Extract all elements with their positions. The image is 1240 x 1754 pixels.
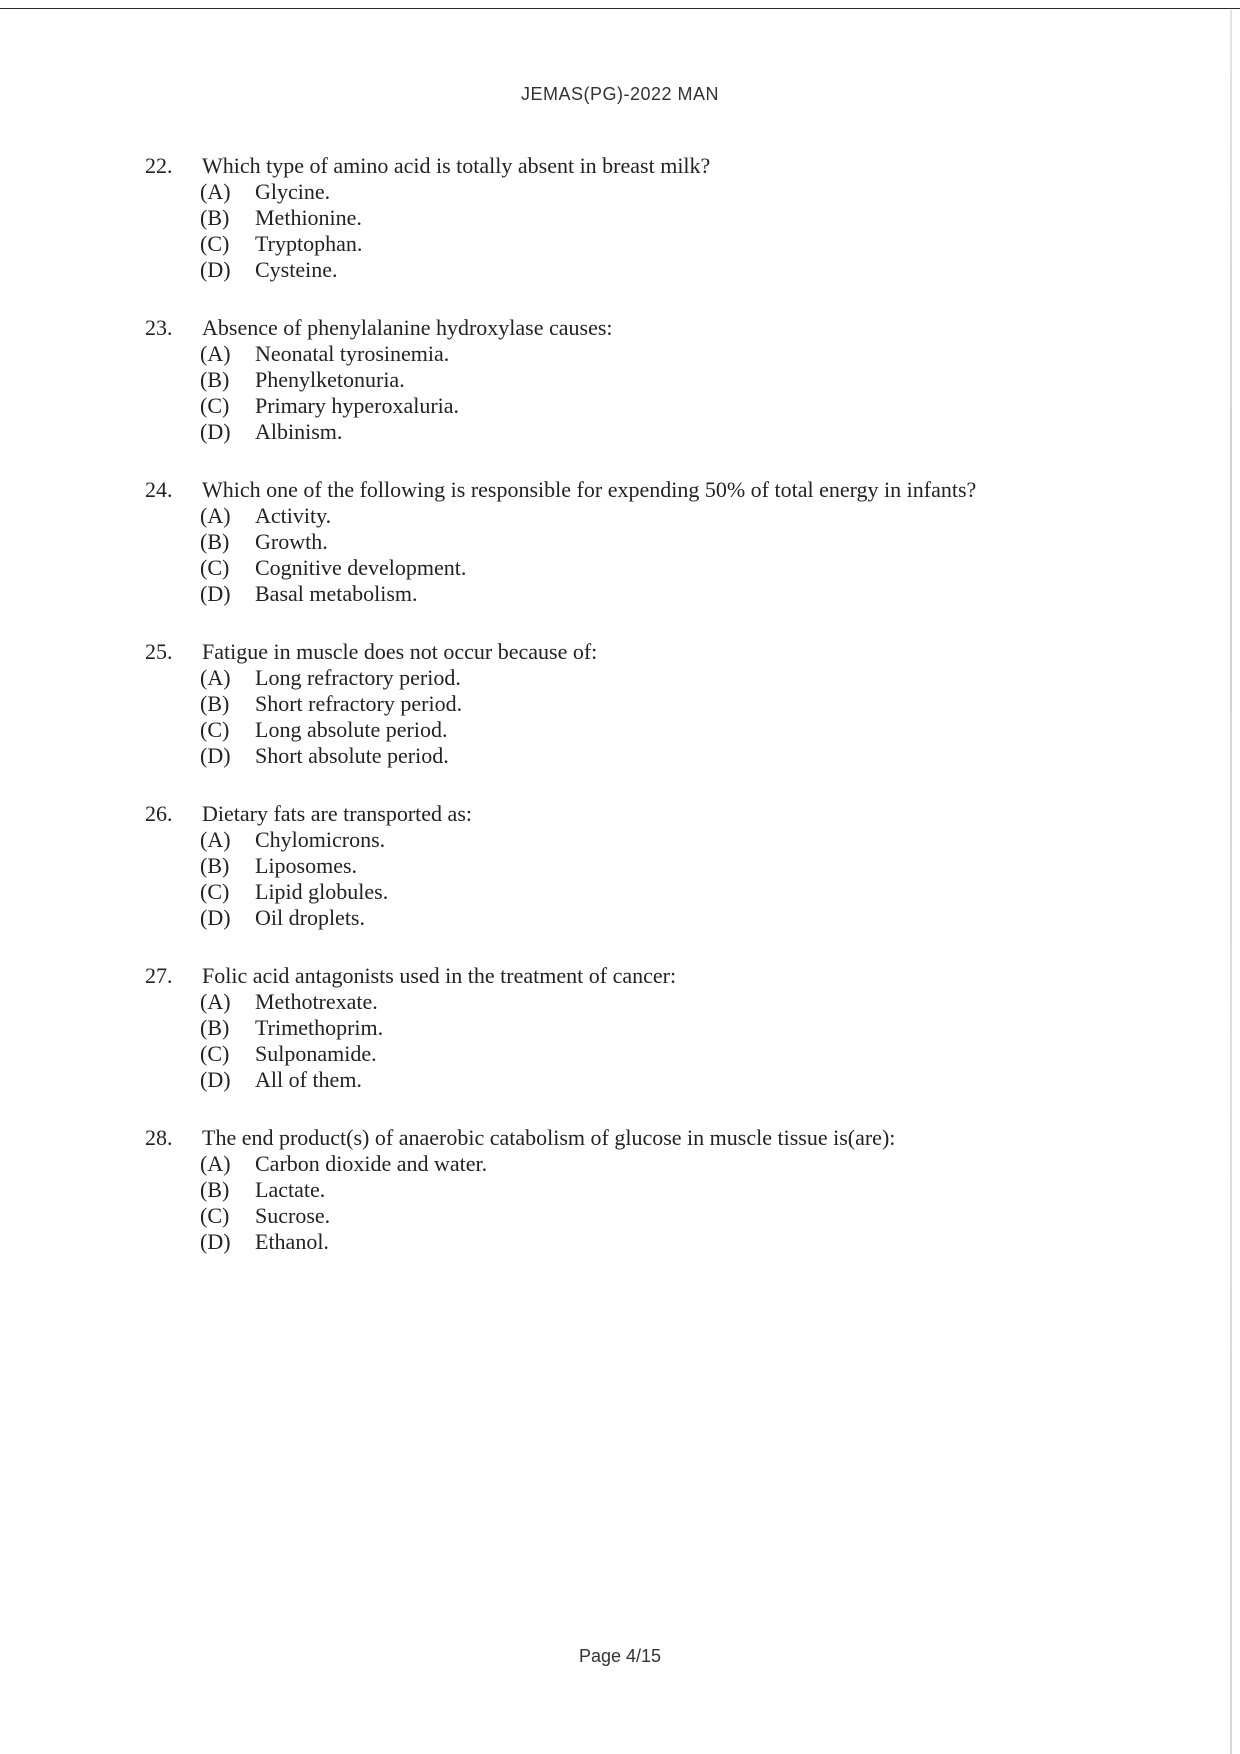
option-item xyxy=(200,231,1045,257)
option-item xyxy=(200,1041,1045,1067)
question-stem xyxy=(145,963,1045,989)
option-text: Carbon dioxide and water. xyxy=(255,1151,488,1176)
option-list xyxy=(145,1151,1045,1255)
question-text: The end product(s) of anaerobic catabolism of glucose in muscle tissue is(are): xyxy=(202,1125,896,1150)
page-number: Page 4/15 xyxy=(578,1646,662,1666)
option-item xyxy=(200,419,1045,445)
option-letter: (C) xyxy=(200,1041,230,1066)
option-item xyxy=(200,341,1045,367)
option-letter: (C) xyxy=(200,717,230,742)
question-text: Dietary fats are transported as: xyxy=(202,801,472,826)
page-header: JEMAS(PG)-2022 MAN xyxy=(520,84,720,104)
option-item xyxy=(200,1203,1045,1229)
option-item xyxy=(200,665,1045,691)
option-letter: (A) xyxy=(200,1151,231,1176)
option-list xyxy=(145,665,1045,769)
option-item xyxy=(200,691,1045,717)
option-letter: (A) xyxy=(200,341,231,366)
option-list xyxy=(145,989,1045,1093)
option-text: Liposomes. xyxy=(255,853,358,878)
option-letter: (C) xyxy=(200,393,230,418)
option-letter: (C) xyxy=(200,1203,230,1228)
option-text: Oil droplets. xyxy=(255,905,365,930)
question-number: 27. xyxy=(145,963,173,988)
option-text: Long refractory period. xyxy=(255,665,461,690)
option-text: Methotrexate. xyxy=(255,989,378,1014)
option-text: Lipid globules. xyxy=(255,879,389,904)
option-letter: (D) xyxy=(200,1229,231,1254)
question-text: Which type of amino acid is totally absent in breast milk? xyxy=(202,153,711,178)
option-item xyxy=(200,1229,1045,1255)
option-text: Albinism. xyxy=(255,419,343,444)
option-letter: (D) xyxy=(200,257,231,282)
option-item xyxy=(200,717,1045,743)
option-list xyxy=(145,503,1045,607)
option-list xyxy=(145,827,1045,931)
question-stem xyxy=(145,639,1045,665)
option-item xyxy=(200,555,1045,581)
option-letter: (D) xyxy=(200,1067,231,1092)
option-item xyxy=(200,257,1045,283)
option-text: Phenylketonuria. xyxy=(255,367,405,392)
option-text: Sucrose. xyxy=(255,1203,331,1228)
question-item xyxy=(145,1125,1045,1255)
option-item xyxy=(200,367,1045,393)
option-text: Activity. xyxy=(255,503,332,528)
option-text: Short absolute period. xyxy=(255,743,449,768)
option-item xyxy=(200,581,1045,607)
option-letter: (B) xyxy=(200,529,230,554)
option-text: Cysteine. xyxy=(255,257,338,282)
question-number: 26. xyxy=(145,801,173,826)
option-text: Chylomicrons. xyxy=(255,827,386,852)
question-item xyxy=(145,639,1045,769)
option-text: Lactate. xyxy=(255,1177,326,1202)
option-letter: (B) xyxy=(200,367,230,392)
option-letter: (D) xyxy=(200,581,231,606)
question-stem xyxy=(145,1125,1045,1151)
question-stem xyxy=(145,801,1045,827)
question-stem xyxy=(145,153,1045,179)
option-text: Long absolute period. xyxy=(255,717,448,742)
option-list xyxy=(145,341,1045,445)
question-text: Folic acid antagonists used in the treatment of cancer: xyxy=(202,963,677,988)
option-item xyxy=(200,1015,1045,1041)
option-letter: (B) xyxy=(200,691,230,716)
option-text: Basal metabolism. xyxy=(255,581,418,606)
option-letter: (D) xyxy=(200,905,231,930)
option-letter: (A) xyxy=(200,827,231,852)
option-text: Neonatal tyrosinemia. xyxy=(255,341,450,366)
question-item xyxy=(145,315,1045,445)
option-text: Primary hyperoxaluria. xyxy=(255,393,460,418)
option-letter: (C) xyxy=(200,879,230,904)
option-text: Short refractory period. xyxy=(255,691,463,716)
option-letter: (B) xyxy=(200,853,230,878)
option-item xyxy=(200,743,1045,769)
question-item xyxy=(145,477,1045,607)
option-item xyxy=(200,393,1045,419)
question-stem xyxy=(145,315,1045,341)
option-text: All of them. xyxy=(255,1067,362,1092)
option-item xyxy=(200,529,1045,555)
option-item xyxy=(200,1177,1045,1203)
question-list xyxy=(145,153,1045,1287)
option-item xyxy=(200,879,1045,905)
question-number: 25. xyxy=(145,639,173,664)
option-letter: (D) xyxy=(200,743,231,768)
option-item xyxy=(200,853,1045,879)
option-item xyxy=(200,179,1045,205)
option-letter: (C) xyxy=(200,555,230,580)
question-number: 23. xyxy=(145,315,173,340)
option-text: Cognitive development. xyxy=(255,555,467,580)
option-letter: (B) xyxy=(200,205,230,230)
question-stem xyxy=(145,477,1045,503)
top-border-line xyxy=(0,8,1240,9)
option-letter: (B) xyxy=(200,1177,230,1202)
option-text: Methionine. xyxy=(255,205,362,230)
option-letter: (B) xyxy=(200,1015,230,1040)
option-letter: (C) xyxy=(200,231,230,256)
option-letter: (A) xyxy=(200,503,231,528)
question-number: 22. xyxy=(145,153,173,178)
question-text: Fatigue in muscle does not occur because of: xyxy=(202,639,598,664)
question-number: 28. xyxy=(145,1125,173,1150)
option-item xyxy=(200,205,1045,231)
option-text: Growth. xyxy=(255,529,328,554)
option-letter: (A) xyxy=(200,989,231,1014)
question-item xyxy=(145,963,1045,1093)
option-text: Glycine. xyxy=(255,179,331,204)
option-text: Ethanol. xyxy=(255,1229,329,1254)
question-item xyxy=(145,153,1045,283)
option-item xyxy=(200,827,1045,853)
question-item xyxy=(145,801,1045,931)
option-letter: (D) xyxy=(200,419,231,444)
option-letter: (A) xyxy=(200,179,231,204)
option-item xyxy=(200,503,1045,529)
option-item xyxy=(200,1151,1045,1177)
scan-edge-shadow xyxy=(1230,10,1232,1754)
option-text: Sulponamide. xyxy=(255,1041,377,1066)
option-text: Trimethoprim. xyxy=(255,1015,384,1040)
option-item xyxy=(200,989,1045,1015)
question-text: Absence of phenylalanine hydroxylase causes: xyxy=(202,315,613,340)
option-item xyxy=(200,905,1045,931)
option-list xyxy=(145,179,1045,283)
question-text: Which one of the following is responsible for expending 50% of total energy in infants? xyxy=(202,477,977,502)
option-letter: (A) xyxy=(200,665,231,690)
option-item xyxy=(200,1067,1045,1093)
option-text: Tryptophan. xyxy=(255,231,363,256)
question-number: 24. xyxy=(145,477,173,502)
